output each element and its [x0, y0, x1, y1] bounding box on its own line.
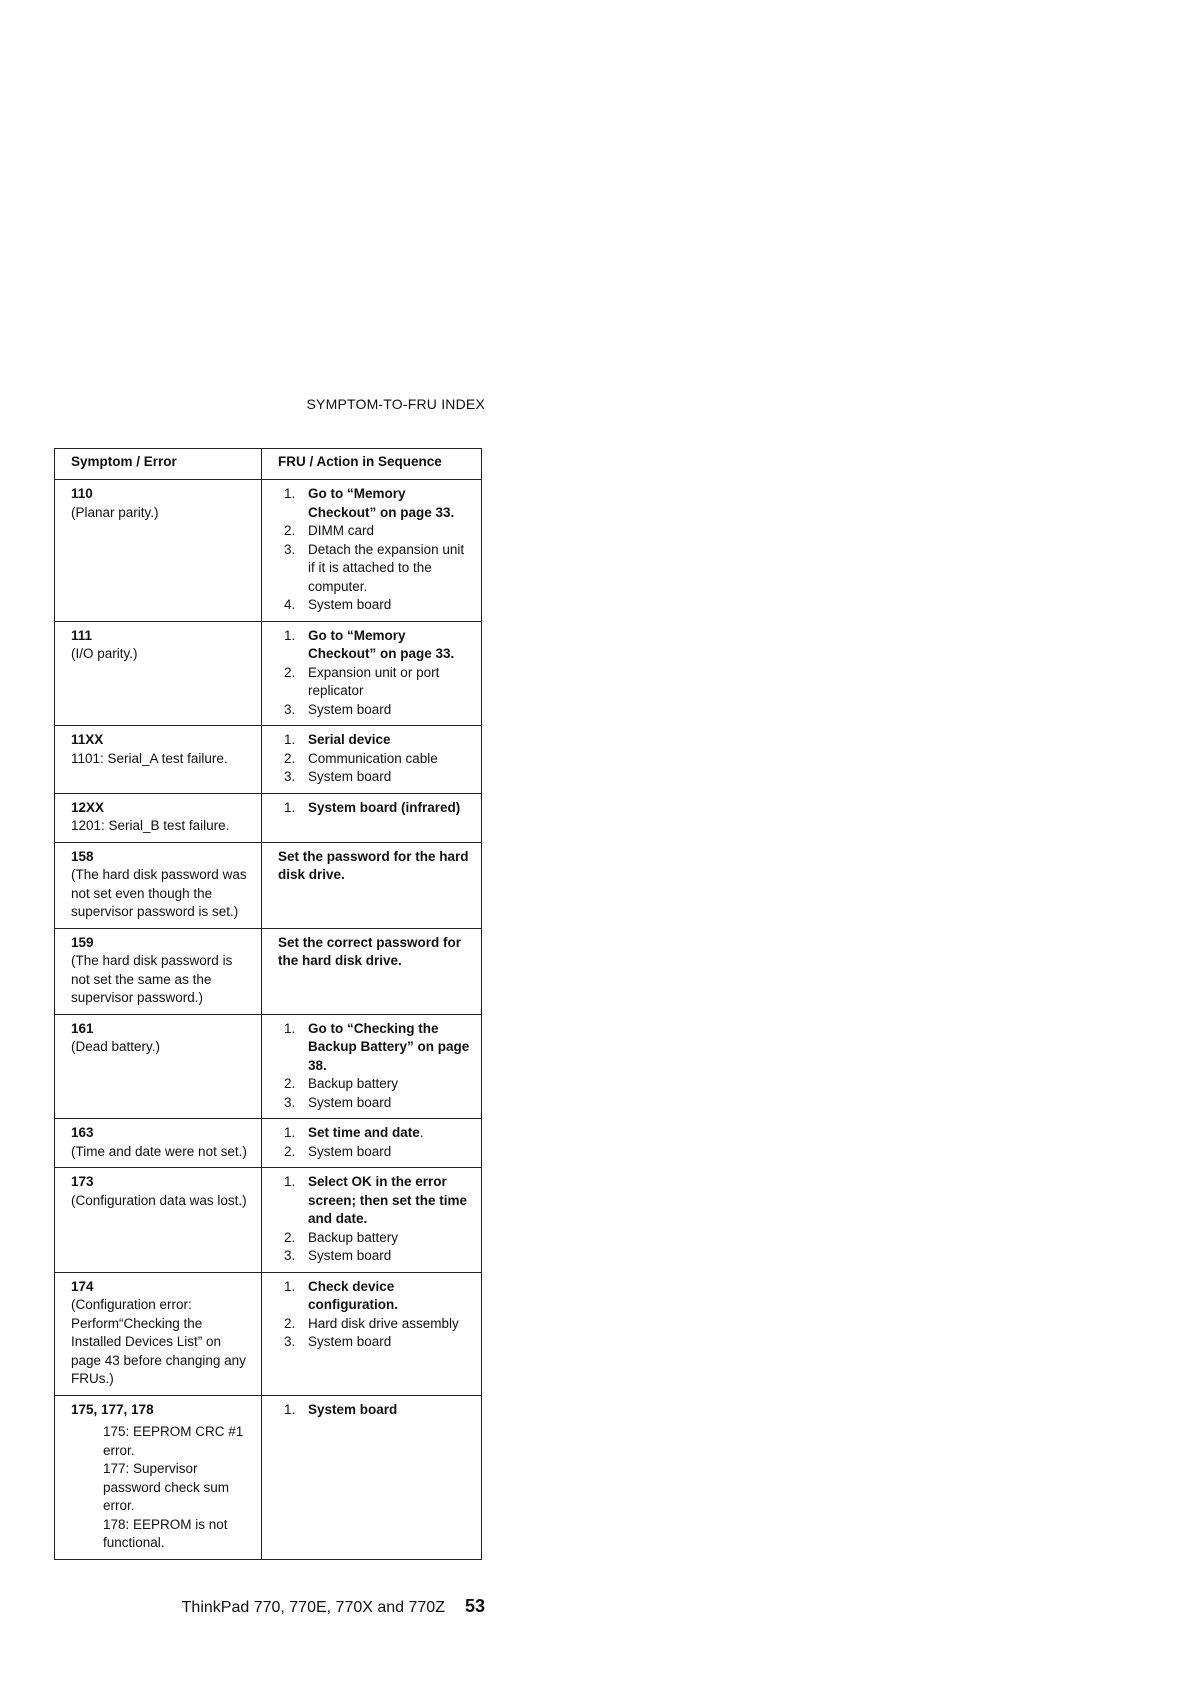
action-step: 3. System board	[284, 769, 392, 784]
action-text: Set the password for the hard disk drive.	[278, 848, 469, 882]
table-row	[55, 1395, 482, 1559]
table-header-row	[55, 449, 482, 480]
symptom-cell	[55, 1119, 262, 1168]
action-steps	[276, 1124, 473, 1161]
column-header-fru-action: FRU / Action in Sequence	[262, 449, 482, 480]
section-header: SYMPTOM-TO-FRU INDEX	[306, 396, 485, 412]
action-steps	[276, 731, 473, 787]
action-steps	[276, 1401, 473, 1420]
table-row	[55, 480, 482, 622]
action-step: 1. Go to “Memory Checkout” on page 33.	[284, 627, 455, 661]
symptom-cell	[55, 1395, 262, 1559]
action-step: 2. Hard disk drive assembly	[284, 1315, 459, 1331]
table-row	[55, 1014, 482, 1119]
symptom-cell	[55, 928, 262, 1014]
action-step: 1. Check device configuration.	[284, 1278, 398, 1312]
action-steps	[276, 1173, 473, 1266]
error-description: (I/O parity.)	[71, 646, 138, 661]
action-step: 3. System board	[284, 1094, 392, 1110]
symptom-cell	[55, 1272, 262, 1395]
action-cell	[262, 793, 482, 842]
symptom-cell	[55, 621, 262, 726]
action-step: 2. System board	[284, 1143, 392, 1159]
symptom-cell	[55, 842, 262, 928]
page-footer	[55, 1596, 485, 1617]
action-step: 1. Go to “Memory Checkout” on page 33.	[284, 486, 455, 520]
action-step: 1. System board	[284, 1401, 398, 1417]
action-cell	[262, 621, 482, 726]
error-code: 174	[71, 1278, 94, 1294]
error-code: 161	[71, 1020, 94, 1036]
table-row	[55, 793, 482, 842]
action-step: 2. DIMM card	[284, 523, 375, 538]
page-number: 53	[464, 1596, 485, 1616]
action-steps	[276, 485, 473, 615]
action-step: 3. System board	[284, 701, 392, 717]
error-code: 158	[71, 848, 94, 864]
error-description: (The hard disk password was not set even though the supervisor password is set.)	[71, 867, 247, 919]
action-step: 2. Expansion unit or port replicator	[284, 664, 440, 698]
action-steps	[276, 627, 473, 720]
error-code: 110	[71, 486, 93, 501]
action-step: 2. Communication cable	[284, 750, 438, 766]
symptom-cell	[55, 1014, 262, 1119]
column-header-symptom: Symptom / Error	[55, 449, 262, 480]
error-code: 111	[71, 627, 93, 643]
error-code: 12XX	[71, 799, 105, 815]
action-step: 1. Go to “Checking the Backup Battery” on page 38.	[284, 1020, 470, 1073]
action-steps	[276, 1020, 473, 1113]
action-step: 1. Set time and date.	[284, 1125, 424, 1140]
table-row	[55, 1168, 482, 1273]
action-step: 3. System board	[284, 1334, 392, 1349]
error-description: (Time and date were not set.)	[71, 1143, 247, 1159]
table-row	[55, 621, 482, 726]
table-row	[55, 928, 482, 1014]
symptom-fru-table	[54, 448, 482, 1560]
action-step: 2. Backup battery	[284, 1076, 399, 1091]
action-cell	[262, 1014, 482, 1119]
action-steps	[276, 1278, 473, 1352]
action-cell	[262, 1168, 482, 1273]
symptom-cell	[55, 793, 262, 842]
error-description: 1201: Serial_B test failure.	[71, 818, 230, 833]
action-step: 1. Serial device	[284, 732, 391, 747]
action-step: 1. Select OK in the error screen; then set the time and date.	[284, 1174, 468, 1226]
action-text: Set the correct password for the hard disk drive.	[278, 934, 462, 968]
action-step: 2. Backup battery	[284, 1229, 399, 1245]
error-sub-item: 178: EEPROM is not functional.	[103, 1516, 228, 1550]
error-description: (Configuration data was lost.)	[71, 1192, 247, 1208]
action-cell	[262, 842, 482, 928]
action-steps	[276, 799, 473, 818]
error-code: 159	[71, 934, 94, 950]
action-step: 3. Detach the expansion unit if it is attached to the computer.	[284, 541, 465, 594]
symptom-cell	[55, 1168, 262, 1273]
symptom-cell	[55, 480, 262, 622]
error-description: (Configuration error: Perform“Checking the Installed Devices List” on page 43 before changing any FRUs.)	[71, 1297, 246, 1386]
action-cell	[262, 726, 482, 794]
error-code: 173	[71, 1174, 94, 1189]
error-code: 175, 177, 178	[71, 1401, 154, 1417]
table-row	[55, 726, 482, 794]
symptom-cell	[55, 726, 262, 794]
error-sub-list	[71, 1423, 253, 1553]
error-description: (Planar parity.)	[71, 504, 159, 520]
action-cell	[262, 480, 482, 622]
error-sub-item: 175: EEPROM CRC #1 error.	[103, 1424, 244, 1458]
footer-title: ThinkPad 770, 770E, 770X and 770Z	[181, 1599, 445, 1616]
action-cell	[262, 1119, 482, 1168]
error-code: 163	[71, 1125, 94, 1140]
action-cell	[262, 928, 482, 1014]
error-sub-item: 177: Supervisor password check sum error.	[103, 1461, 230, 1513]
error-description: (The hard disk password is not set the same as the supervisor password.)	[71, 953, 233, 1005]
table-row	[55, 1119, 482, 1168]
table-row	[55, 1272, 482, 1395]
table-row	[55, 842, 482, 928]
error-code: 11XX	[71, 732, 104, 747]
error-description: 1101: Serial_A test failure.	[71, 750, 228, 766]
action-step: 3. System board	[284, 1248, 392, 1263]
action-step: 4. System board	[284, 597, 392, 612]
action-cell	[262, 1395, 482, 1559]
error-description: (Dead battery.)	[71, 1039, 161, 1054]
action-step: 1. System board (infrared)	[284, 799, 461, 815]
action-cell	[262, 1272, 482, 1395]
